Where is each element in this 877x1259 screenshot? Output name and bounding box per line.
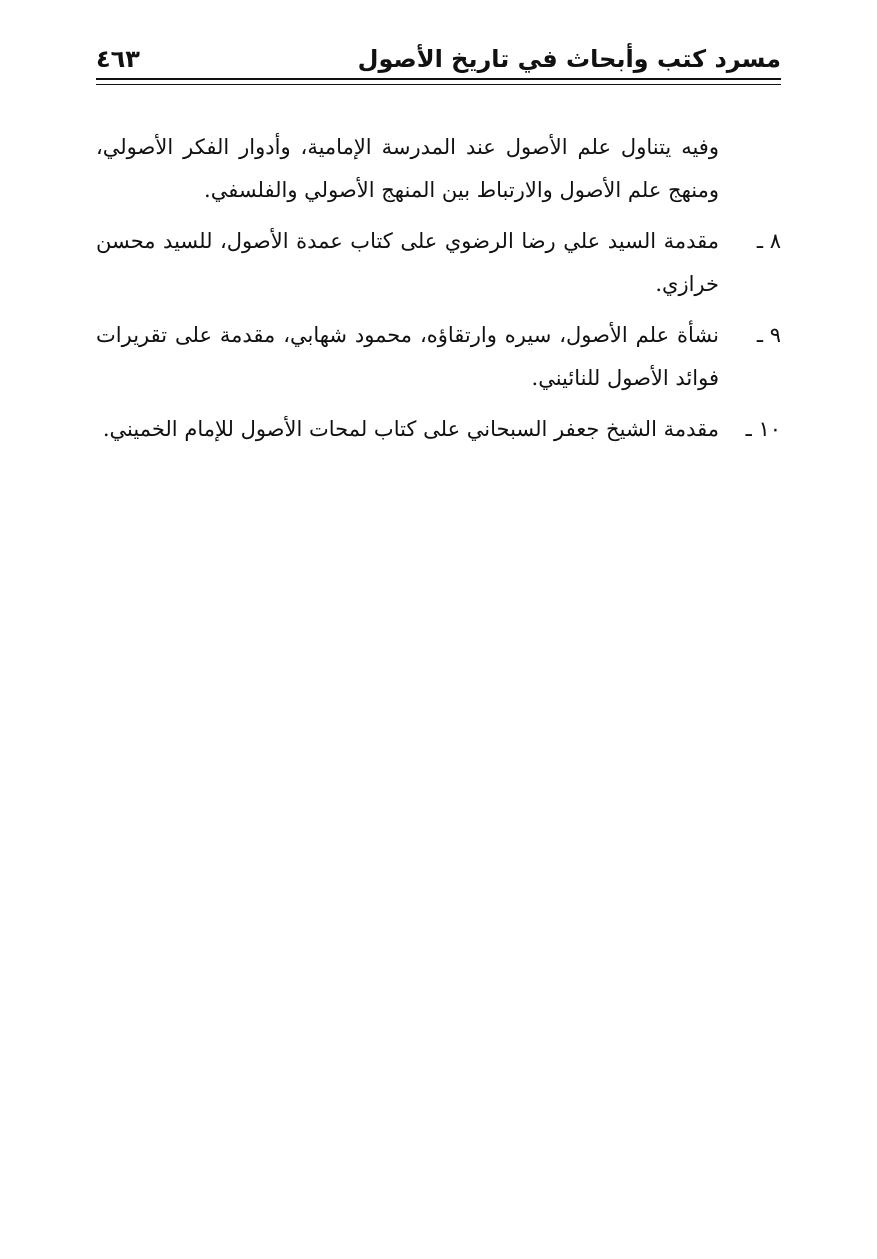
page-body bbox=[96, 126, 781, 459]
item-text: مقدمة السيد علي رضا الرضوي على كتاب عمدة الأصول، للسيد محسن خرازي. bbox=[96, 229, 719, 296]
item-text: مقدمة الشيخ جعفر السبحاني على كتاب لمحات الأصول للإمام الخميني. bbox=[102, 417, 719, 441]
continued-paragraph: وفيه يتناول علم الأصول عند المدرسة الإمامية، وأدوار الفكر الأصولي، ومنهج علم الأصول والارتباط بين المنهج الأصولي والفلسفي. bbox=[96, 135, 719, 202]
header-rule-thick bbox=[96, 78, 781, 80]
item-number: ٨ ـ bbox=[756, 229, 781, 253]
item-number: ١٠ ـ bbox=[745, 417, 781, 441]
item-text: نشأة علم الأصول، سيره وارتقاؤه، محمود شهابي، مقدمة على تقريرات فوائد الأصول للنائيني. bbox=[96, 323, 719, 390]
page-number: ٤٦٣ bbox=[96, 45, 140, 73]
bibliography-list bbox=[96, 220, 781, 451]
header-rule-thin bbox=[96, 84, 781, 85]
list-item bbox=[96, 220, 781, 306]
page-header bbox=[96, 30, 781, 74]
list-item bbox=[96, 408, 781, 451]
running-title: مسرد كتب وأبحاث في تاريخ الأصول bbox=[357, 45, 781, 73]
item-number: ٩ ـ bbox=[756, 323, 781, 347]
list-item bbox=[96, 314, 781, 400]
